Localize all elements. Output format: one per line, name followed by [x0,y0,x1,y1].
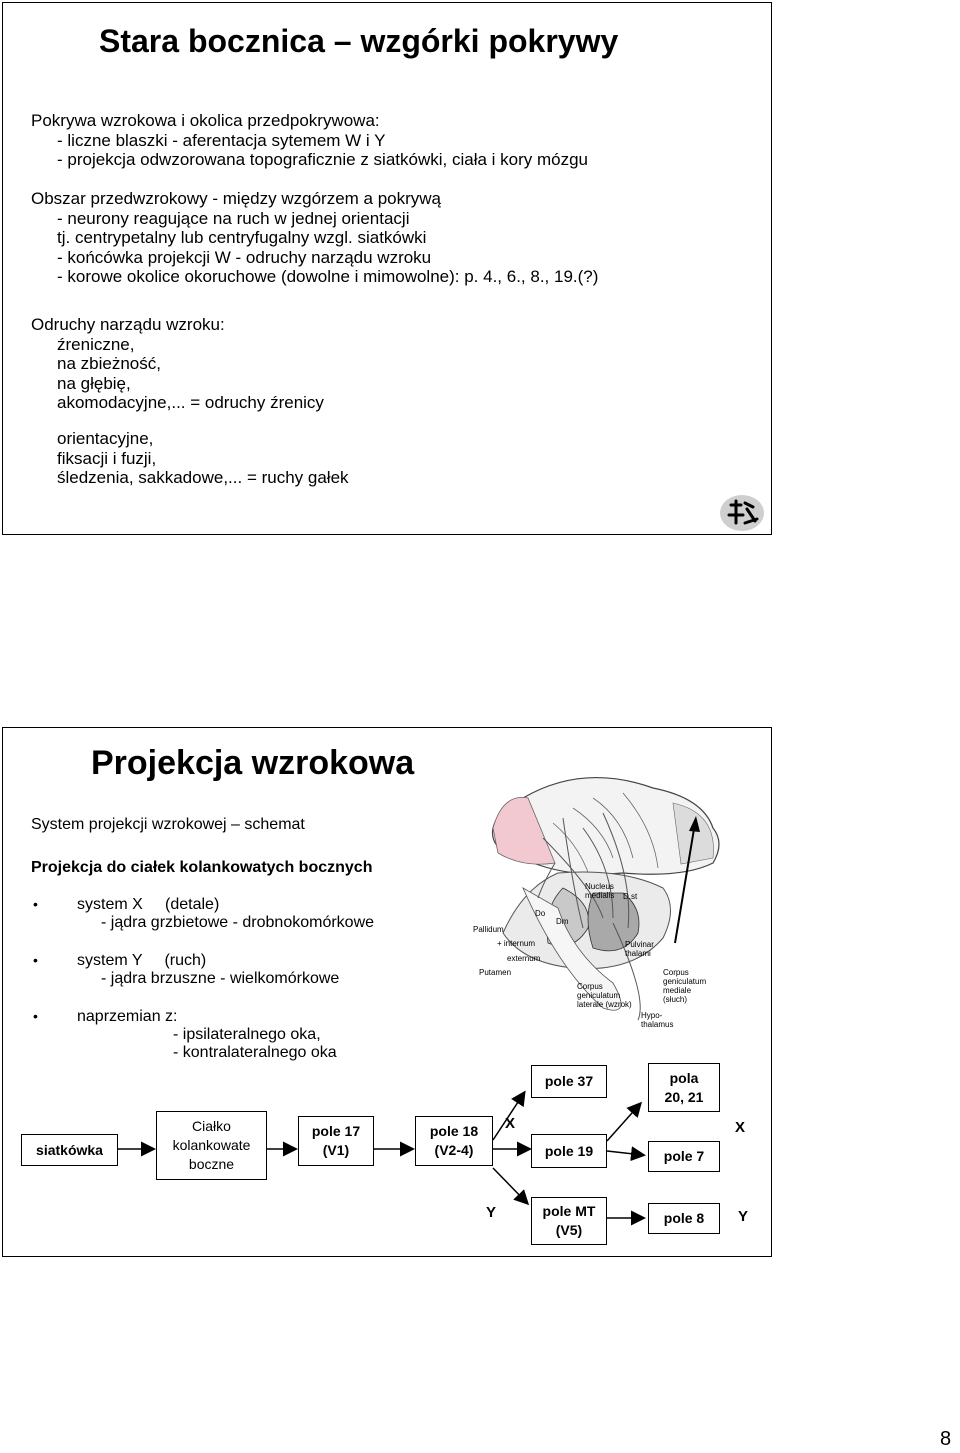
brain-label: Pallidum [473,925,504,934]
brain-label: Hypo- thalamus [641,1011,674,1029]
block-ruchy [31,429,349,488]
label-y: Y [486,1204,497,1221]
page-number: 8 [940,1428,952,1450]
flow-box-pole-7: pole 7 [648,1141,720,1172]
text-line: system X (detale) [77,896,220,913]
slide-2-subtitle: System projekcji wzrokowej – schemat [31,816,305,833]
flow-box-pole-18: pole 18 (V2-4) [415,1116,493,1166]
text-line: system Y (ruch) [77,952,207,969]
text-line: na zbieżność, [57,354,161,373]
flow-box-pole-mt: pole MT (V5) [531,1197,607,1245]
slide-2-title: Projekcja wzrokowa [91,744,415,782]
text-line: - jądra grzbietowe - drobnokomórkowe [101,914,375,931]
brain-label: Putamen [479,968,512,977]
flow-arrows [3,728,773,1258]
flow-box-pole-19: pole 19 [531,1134,607,1168]
text-line: - liczne blaszki - aferentacja sytemem W i Y [57,130,386,150]
label-x: X [735,1119,746,1136]
slide-1 [2,2,772,535]
text-line: orientacyjne, [57,429,154,448]
chinese-character-seal-icon [719,493,765,533]
flow-box-pole-20-21: pola 20, 21 [648,1063,720,1112]
text-line: fiksacji i fuzji, [57,448,157,468]
text-line: Obszar przedwzrokowy - między wzgórzem a pokrywą [31,189,442,208]
label-x: X [505,1115,516,1132]
text-line: akomodacyjne,... = odruchy źrenicy [57,393,324,412]
text-line: - neurony reagujące na ruch w jednej orientacji [57,208,410,228]
bullet-marker: • [33,952,38,968]
bullet-marker: • [33,1008,38,1024]
brain-label: Nucleus medialis [585,882,615,900]
brain-label: + internum [497,939,536,948]
block-odruchy [31,315,324,413]
block-obszar [31,189,598,287]
text-line: - korowe okolice okoruchowe (dowolne i mimowolne): p. 4., 6., 8., 19.(?) [57,267,599,286]
brain-label: Dm [556,917,569,926]
label-y: Y [738,1208,749,1225]
brain-label: D.st [623,892,638,901]
flow-box-pole-17: pole 17 (V1) [298,1116,374,1166]
text-line: na głębię, [57,373,131,393]
slide-1-title: Stara bocznica – wzgórki pokrywy [99,23,619,59]
flow-box-cialko: Ciałko kolankowate boczne [156,1111,267,1180]
flow-box-pole-8: pole 8 [648,1203,720,1234]
brain-label: Pulvinar thalami [625,940,654,958]
block-pokrywa [31,111,588,170]
text-line: naprzemian z: [77,1008,178,1025]
text-line: Odruchy narządu wzroku: [31,315,225,334]
flow-box-siatkowka: siatkówka [21,1134,118,1166]
text-line: Pokrywa wzrokowa i okolica przedpokrywowa: [31,111,380,130]
bullet-marker: • [33,896,38,912]
text-line: tj. centrypetalny lub centryfugalny wzgl. siatkówki [57,228,427,247]
text-line: źreniczne, [57,334,135,354]
text-line: - ipsilateralnego oka, [173,1026,321,1043]
brain-label: externum [507,954,541,963]
text-line: śledzenia, sakkadowe,... = ruchy gałek [57,468,349,487]
flow-box-pole-37: pole 37 [531,1065,607,1098]
text-line: - końcówka projekcji W - odruchy narządu wzroku [57,247,432,267]
brain-label: Do [535,909,546,918]
brain-label: Corpus geniculatum mediale (słuch) [663,968,707,1004]
text-line: - jądra brzuszne - wielkomórkowe [101,970,340,987]
text-line: - projekcja odwzorowana topograficznie z siatkówki, ciała i kory mózgu [57,150,589,169]
brain-label: Corpus geniculatum laterale (wzrok) [577,982,632,1009]
text-line: - kontralateralnego oka [173,1044,337,1061]
slide-2 [2,727,772,1257]
slide-2-heading: Projekcja do ciałek kolankowatych bocznych [31,859,373,876]
